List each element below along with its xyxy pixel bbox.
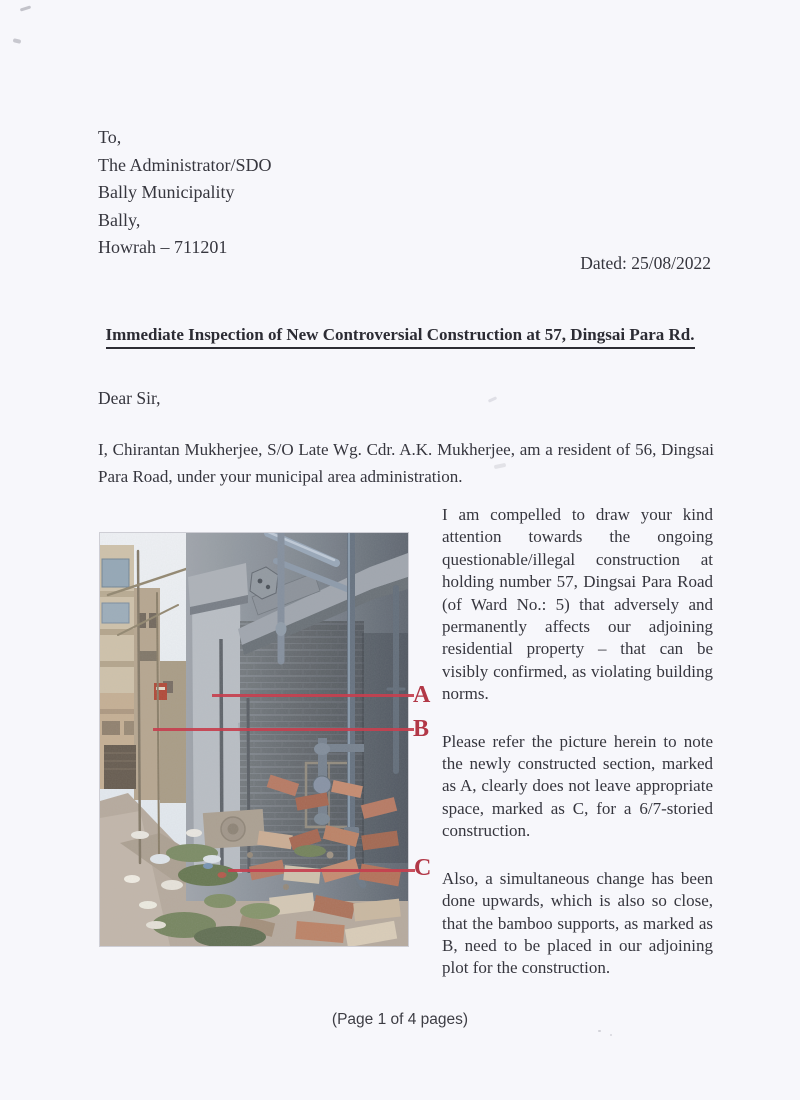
body-line: Please refer the picture herein to note <box>442 731 713 751</box>
marker-c-label: C <box>414 855 432 881</box>
scan-artifact <box>488 396 497 403</box>
body-line: B, need to be placed in our adjoining <box>442 935 713 955</box>
address-line: Howrah – 711201 <box>98 237 228 257</box>
body-line: residential property – that can be <box>442 639 713 659</box>
body-line: (of Ward No.: 5) that adversely and <box>442 594 713 614</box>
address-line: Bally Municipality <box>98 182 235 202</box>
scan-artifact <box>20 5 31 11</box>
body-line: that the bamboo supports, as marked as <box>442 913 713 933</box>
intro-line: Para Road, under your municipal area administration. <box>98 467 463 486</box>
marker-a-line <box>212 694 414 697</box>
construction-photo <box>100 533 408 946</box>
body-line: attention towards the ongoing <box>442 527 713 547</box>
body-line: holding number 57, Dingsai Para Road <box>442 572 713 592</box>
marker-b-label: B <box>413 716 430 742</box>
scan-artifact <box>610 1034 612 1036</box>
body-line: done upwards, which is also so close, <box>442 891 713 911</box>
body-paragraph <box>442 731 713 843</box>
intro-line: I, Chirantan Mukherjee, S/O Late Wg. Cdr. A.K. Mukherjee, am a resident of 56, Dingsai <box>98 440 714 459</box>
address-line: Bally, <box>98 209 141 230</box>
body-text-column <box>442 504 713 1005</box>
scan-artifact <box>598 1030 601 1032</box>
recipient-address <box>98 124 272 262</box>
salutation: Dear Sir, <box>98 388 161 408</box>
body-line: Also, a simultaneous change has been <box>442 868 713 888</box>
body-line: construction. <box>442 821 531 841</box>
body-line: space, marked as C, for a 6/7-storied <box>442 798 713 818</box>
construction-photo-illustration <box>100 533 408 946</box>
date-line: Dated: 25/08/2022 <box>580 253 711 273</box>
scan-artifact <box>13 38 22 44</box>
body-line: questionable/illegal construction at <box>442 549 713 569</box>
photo-wash-overlay <box>100 533 408 946</box>
body-line: plot for the construction. <box>442 958 611 978</box>
address-line: To, <box>98 127 122 147</box>
body-line: permanently affects our adjoining <box>442 617 713 637</box>
marker-a-label: A <box>413 682 431 708</box>
body-line: as A, clearly does not leave appropriate <box>442 776 713 796</box>
marker-b-line <box>153 728 414 731</box>
address-line: The Administrator/SDO <box>98 154 272 175</box>
subject-title: Immediate Inspection of New Controversial Construction at 57, Dingsai Para Rd. <box>106 325 695 349</box>
body-paragraph <box>442 868 713 980</box>
body-line: I am compelled to draw your kind <box>442 505 713 524</box>
body-line: the newly constructed section, marked <box>442 754 713 774</box>
body-line: norms. <box>442 684 489 704</box>
body-paragraph <box>442 504 713 706</box>
subject-line-wrap <box>0 325 800 349</box>
intro-paragraph <box>98 436 714 490</box>
body-line: visibly confirmed, as violating building <box>442 661 713 681</box>
marker-c-line <box>228 869 415 872</box>
page-footer: (Page 1 of 4 pages) <box>331 1011 469 1028</box>
